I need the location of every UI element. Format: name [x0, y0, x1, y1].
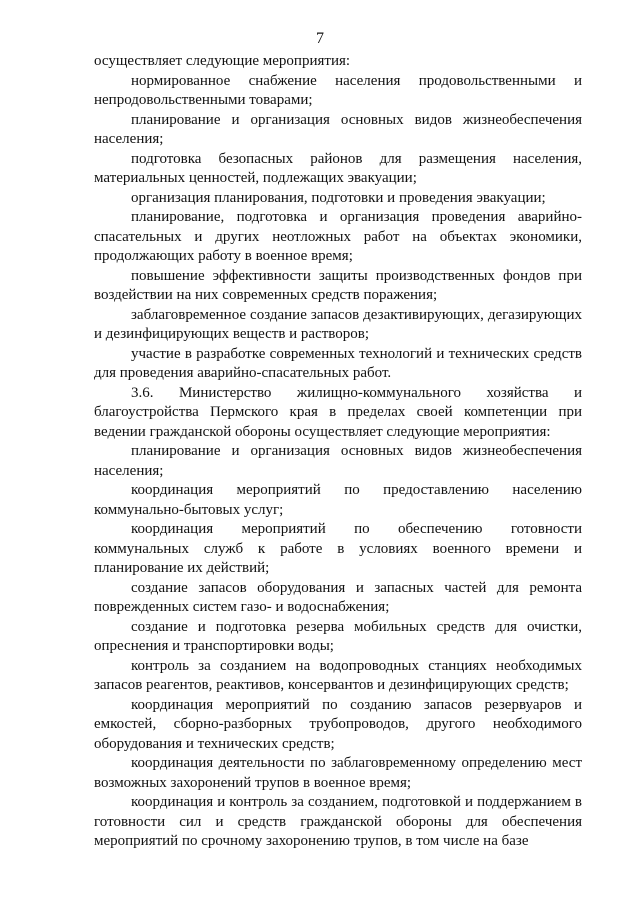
paragraph: повышение эффективности защиты производственных фондов при воздействии на них современных средств поражения;: [94, 267, 582, 303]
paragraph: координация деятельности по заблаговременному определению мест возможных захоронений трупов в военное время;: [94, 755, 582, 791]
paragraph: нормированное снабжение населения продовольственными и непродовольственными товарами;: [94, 72, 582, 108]
paragraph: создание запасов оборудования и запасных частей для ремонта поврежденных систем газо- и водоснабжения;: [94, 579, 582, 615]
page-number: 7: [316, 30, 324, 47]
section-heading-paragraph: 3.6. Министерство жилищно-коммунального хозяйства и благоустройства Пермского края в пределах своей компетенции при ведении гражданской обороны осуществляет следующие мероприятия:: [94, 384, 582, 440]
paragraph: организация планирования, подготовки и проведения эвакуации;: [131, 189, 546, 206]
paragraph: планирование и организация основных видов жизнеобеспечения населения;: [94, 443, 582, 479]
paragraph: заблаговременное создание запасов дезактивирующих, дегазирующих и дезинфицирующих веществ и растворов;: [94, 306, 582, 342]
paragraph: координация мероприятий по созданию запасов резервуаров и емкостей, сборно-разборных трубопроводов, другого необходимого оборудования и технических средств;: [94, 696, 582, 752]
paragraph: осуществляет следующие мероприятия:: [94, 53, 351, 69]
paragraph: контроль за созданием на водопроводных станциях необходимых запасов реагентов, реактивов, консервантов и дезинфицирующих средств;: [94, 657, 582, 693]
paragraph: планирование, подготовка и организация проведения аварийно-спасательных и других неотложных работ на объектах экономики, продолжающих работу в военное время;: [94, 209, 582, 264]
document-body: [94, 52, 582, 852]
paragraph: координация мероприятий по обеспечению готовности коммунальных служб к работе в условиях военного времени и планирование их действий;: [94, 521, 582, 576]
paragraph: создание и подготовка резерва мобильных средств для очистки, опреснения и транспортировки воды;: [94, 618, 582, 654]
paragraph: координация и контроль за созданием, подготовкой и поддержанием в готовности сил и средств гражданской обороны для обеспечения мероприятий по срочному захоронению трупов, в том числе на базе: [94, 794, 582, 849]
paragraph: подготовка безопасных районов для размещения населения, материальных ценностей, подлежащих эвакуации;: [94, 150, 582, 186]
paragraph: участие в разработке современных технологий и технических средств для проведения аварийно-спасательных работ.: [94, 345, 582, 381]
paragraph: координация мероприятий по предоставлению населению коммунально-бытовых услуг;: [94, 482, 582, 518]
paragraph: планирование и организация основных видов жизнеобеспечения населения;: [94, 111, 582, 147]
